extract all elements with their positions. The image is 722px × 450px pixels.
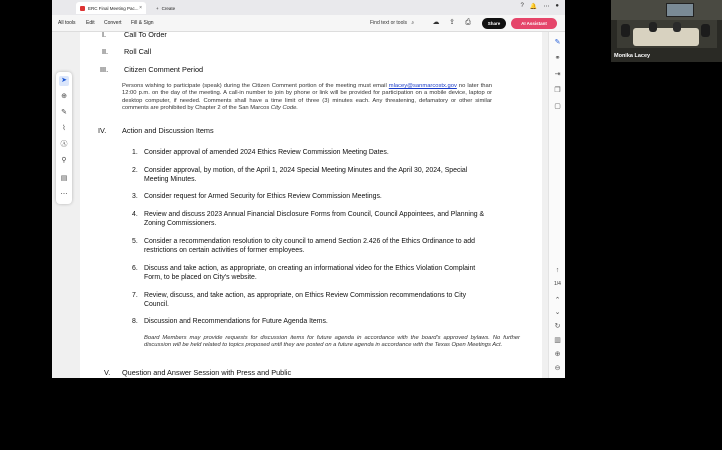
stamp-icon[interactable]: ⚲: [61, 157, 67, 164]
pdf-page: I. Call To Order II. Roll Call III. Citizen Comment Period Persons wishing to participate (speak) during the Citizen Comment portion of the meeting must email mlacey@sanmarcostx.gov no later than 12:00 p.m. on the day of the meeting. A call-in number to join by phone or link will be provided for participation on a mobile device, laptop or desktop computer, if needed. Comments shall have a time limit of three (3) minutes each. Any threatening, defamatory or other similar comments are prohibited by Chapter 2 of the San Marcos City Code. IV. Action and Discussion Items 1. Consider approval of amended 2024 Ethics Review Commission Meeting Dates. 2. Consider approval, by motion, of the April 1, 2024 Special Meeting Minutes and the April 30, 2024, Special Meeting Minutes. 3. Consider request for Armed Security for Ethics Review Commission Meetings. 4. Review and discuss 2023 Annual Financial Disclosure Forms from Council, Council Appointees, and Planning & Zoning Commissioners. 5. Consider a recommendation resolution to city council to amend Section 2.426 of the Ethics Ordinance to add restrictions on certain activities of former employees. 6. Discuss and take action, as appropriate, on creating an informational video for the Ethics Violation Complaint Form, to be placed on City's website. 7. Review, discuss, and take action, as appropriate, on Ethics Review Commission recommendations to City Council. 8. Discussion and Recommendations for Future Agenda Items. Board Members may provide requests for discussion items for future agenda in accordance with the board's approved bylaws. No further discussion will be held related to topics proposed until they are posted on a future agenda in accordance with the Texas Open Meetings Act. V. Question and Answer Session with Press and Public: [80, 32, 542, 378]
right-rail: [548, 32, 565, 378]
zoom-icon[interactable]: ⊕: [61, 93, 67, 100]
export-icon[interactable]: ⇥: [554, 71, 561, 78]
menu-fill-sign[interactable]: Fill & Sign: [131, 20, 154, 26]
ai-assistant-button[interactable]: [511, 18, 557, 29]
document-viewport[interactable]: [52, 32, 548, 378]
acrobat-window: [52, 0, 565, 378]
file-icon[interactable]: ▢: [554, 103, 561, 110]
find-text-input[interactable]: [370, 20, 414, 26]
bell-icon[interactable]: 🔔: [529, 4, 538, 10]
board-members-note: Board Members may provide requests for discussion items for future agenda in accordance with the board's approved bylaws. No further discussion will be held related to topics proposed until they are posted on a future agenda in accordance with the Texas Open Meetings Act.: [144, 335, 520, 349]
plus-icon: +: [156, 5, 159, 11]
text-box-icon[interactable]: Ⓐ: [60, 141, 68, 148]
menu-edit[interactable]: Edit: [86, 20, 95, 26]
window-controls: [521, 3, 559, 10]
more-tools-icon[interactable]: ⋯: [60, 191, 68, 198]
account-icon[interactable]: ●: [555, 3, 559, 9]
highlight-icon[interactable]: ⌇: [62, 125, 66, 132]
close-tab-icon[interactable]: ×: [139, 5, 142, 11]
more-icon[interactable]: ⋯: [543, 4, 550, 10]
page-number[interactable]: 1/4: [554, 281, 561, 287]
tab-erc-meeting-packet[interactable]: [76, 2, 146, 14]
link-icon[interactable]: ⚭: [554, 55, 561, 62]
pages-icon[interactable]: ❐: [554, 87, 561, 94]
find-label: Find text or tools: [370, 20, 407, 26]
menubar: [52, 15, 565, 32]
tab-strip: [52, 0, 565, 15]
comment-icon[interactable]: ✎: [554, 39, 561, 46]
pdf-icon: [80, 6, 85, 11]
tab-title: ERC Final Meeting Pac...: [88, 5, 139, 11]
tab-create[interactable]: [152, 2, 186, 14]
zoom-out-icon[interactable]: ⊖: [554, 365, 561, 372]
print-icon[interactable]: ⎙: [465, 19, 471, 26]
document-icon[interactable]: ▥: [554, 337, 561, 344]
share-button[interactable]: Share: [482, 18, 506, 29]
upload-icon[interactable]: ⇪: [449, 19, 455, 26]
zoom-in-icon[interactable]: ⊕: [554, 351, 561, 358]
select-cursor-icon[interactable]: ➤: [59, 76, 69, 86]
pen-icon[interactable]: ✎: [61, 109, 67, 116]
menu-all-tools[interactable]: All tools: [58, 20, 76, 26]
page-icon[interactable]: ▤: [60, 175, 68, 182]
cloud-icon[interactable]: ☁: [432, 19, 440, 26]
email-link[interactable]: mlacey@sanmarcostx.gov: [388, 83, 457, 89]
scroll-up-icon[interactable]: ↑: [555, 267, 560, 274]
refresh-icon[interactable]: ↻: [554, 323, 561, 330]
ai-label: AI Assistant: [521, 21, 547, 26]
meeting-video-thumbnail[interactable]: [611, 0, 722, 62]
participant-name: Monika Lacey: [614, 53, 651, 59]
left-toolbar: [56, 72, 72, 204]
help-icon[interactable]: ?: [520, 3, 524, 9]
citizen-comment-paragraph: Persons wishing to participate (speak) during the Citizen Comment portion of the meeting must email mlacey@sanmarcostx.gov no later than 12:00 p.m. on the day of the meeting. A call-in number to join by phone or link will be provided for participation on a mobile device, laptop or desktop computer, if needed. Comments shall have a time limit of three (3) minutes each. Any threatening, defamatory or other similar comments are prohibited by Chapter 2 of the San Marcos City Code.: [122, 83, 492, 112]
search-icon: ⌕: [411, 20, 415, 26]
menu-convert[interactable]: Convert: [104, 20, 122, 26]
page-up-icon[interactable]: ⌃: [554, 297, 561, 304]
tab-create-label: Create: [161, 5, 176, 11]
page-down-icon[interactable]: ⌄: [554, 309, 561, 316]
